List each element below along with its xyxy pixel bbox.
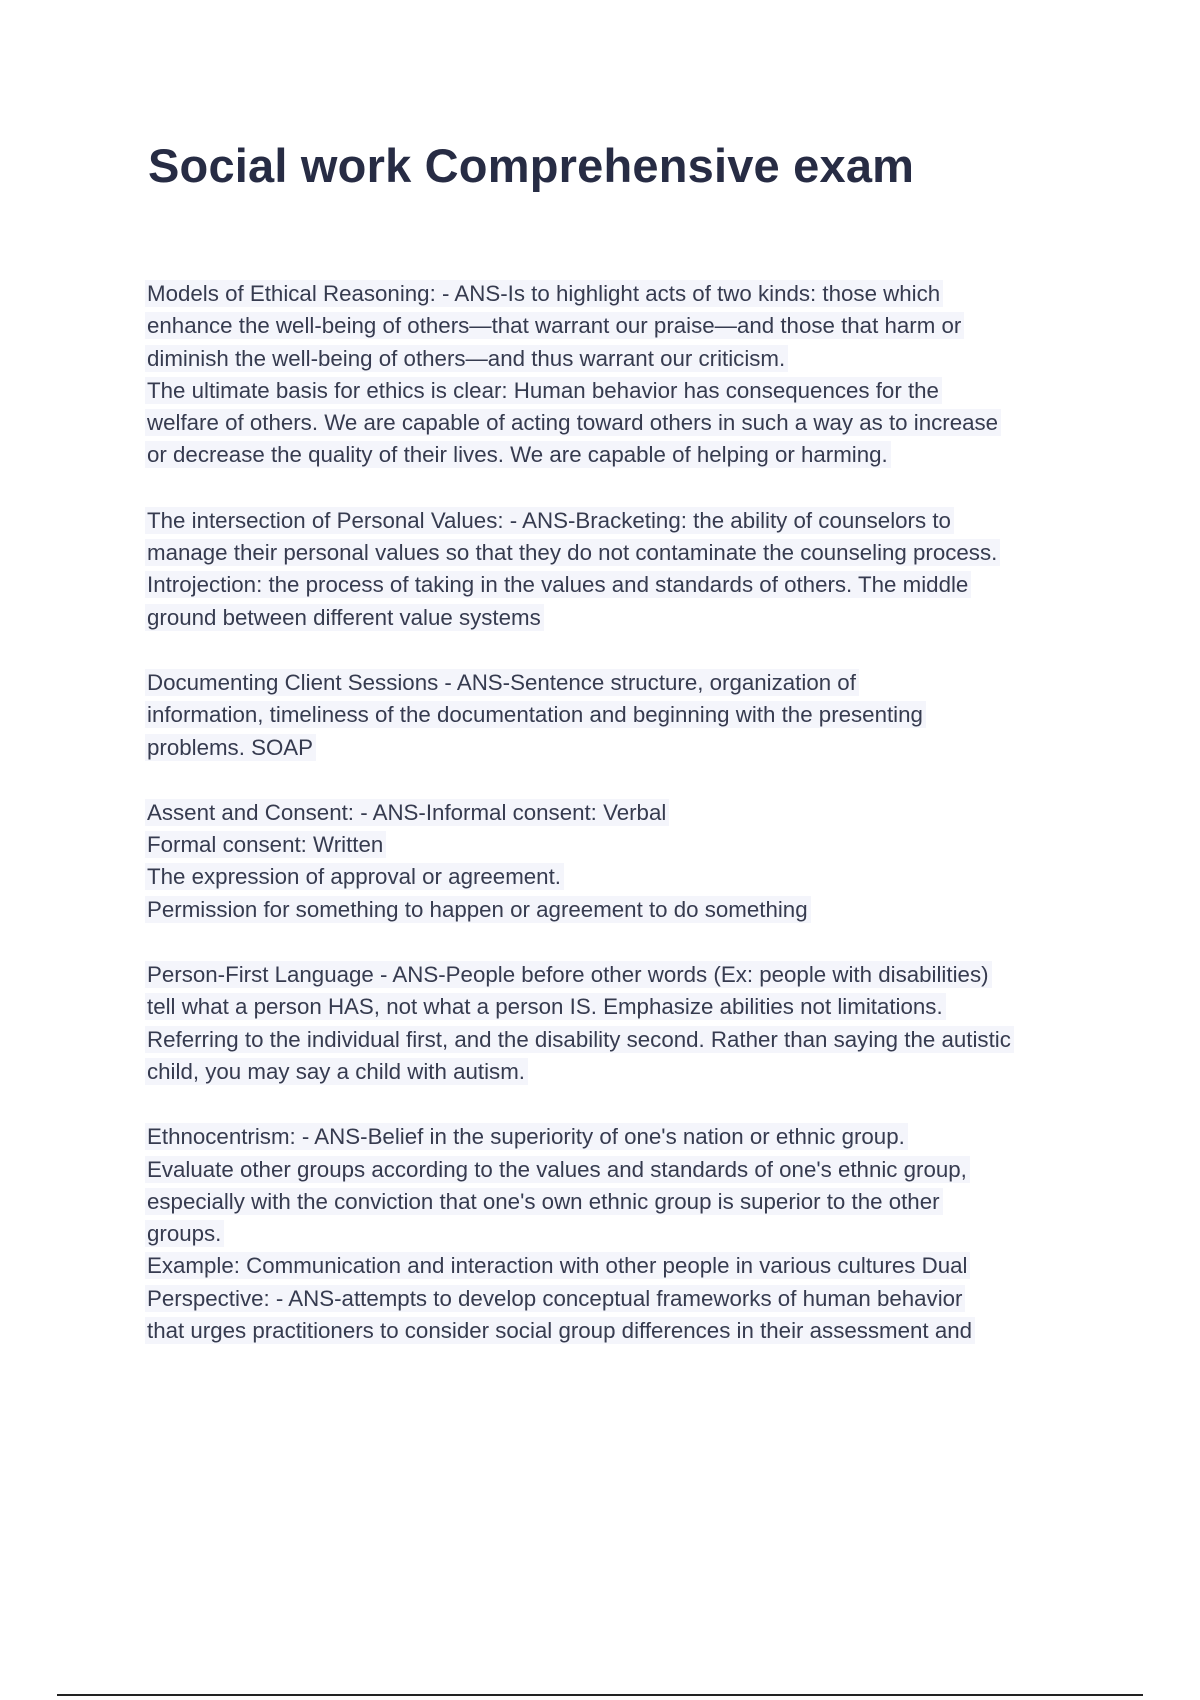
text-line: Perspective: - ANS-attempts to develop conceptual frameworks of human behavior bbox=[145, 1283, 1105, 1315]
text-line: or decrease the quality of their lives. We are capable of helping or harming. bbox=[145, 439, 1105, 471]
bottom-divider bbox=[57, 1694, 1143, 1696]
text-line: ground between different value systems bbox=[145, 602, 1105, 634]
document-body bbox=[145, 278, 1105, 1380]
text-line: tell what a person HAS, not what a person IS. Emphasize abilities not limitations. bbox=[145, 991, 1105, 1023]
text-line: Example: Communication and interaction with other people in various cultures Dual bbox=[145, 1250, 1105, 1282]
text-line: especially with the conviction that one's own ethnic group is superior to the other bbox=[145, 1186, 1105, 1218]
text-line: The expression of approval or agreement. bbox=[145, 861, 1105, 893]
text-line: Introjection: the process of taking in the values and standards of others. The middle bbox=[145, 569, 1105, 601]
text-line: The intersection of Personal Values: - ANS-Bracketing: the ability of counselors to bbox=[145, 505, 1105, 537]
text-line: enhance the well-being of others—that warrant our praise—and those that harm or bbox=[145, 310, 1105, 342]
text-line: child, you may say a child with autism. bbox=[145, 1056, 1105, 1088]
text-line: Models of Ethical Reasoning: - ANS-Is to highlight acts of two kinds: those which bbox=[145, 278, 1105, 310]
qa-entry-person-first-language bbox=[145, 959, 1105, 1088]
text-line: The ultimate basis for ethics is clear: Human behavior has consequences for the bbox=[145, 375, 1105, 407]
text-line: diminish the well-being of others—and thus warrant our criticism. bbox=[145, 343, 1105, 375]
text-line: Evaluate other groups according to the values and standards of one's ethnic group, bbox=[145, 1154, 1105, 1186]
qa-entry-ethical-reasoning bbox=[145, 278, 1105, 472]
text-line: problems. SOAP bbox=[145, 732, 1105, 764]
text-line: Referring to the individual first, and the disability second. Rather than saying the autistic bbox=[145, 1024, 1105, 1056]
text-line: manage their personal values so that they do not contaminate the counseling process. bbox=[145, 537, 1105, 569]
text-line: groups. bbox=[145, 1218, 1105, 1250]
page-title: Social work Comprehensive exam bbox=[148, 139, 915, 192]
text-line: Documenting Client Sessions - ANS-Sentence structure, organization of bbox=[145, 667, 1105, 699]
qa-entry-documenting-sessions bbox=[145, 667, 1105, 764]
text-line: welfare of others. We are capable of acting toward others in such a way as to increase bbox=[145, 407, 1105, 439]
text-line: Person-First Language - ANS-People before other words (Ex: people with disabilities) bbox=[145, 959, 1105, 991]
text-line: Formal consent: Written bbox=[145, 829, 1105, 861]
text-line: Permission for something to happen or agreement to do something bbox=[145, 894, 1105, 926]
qa-entry-personal-values bbox=[145, 505, 1105, 634]
text-line: information, timeliness of the documentation and beginning with the presenting bbox=[145, 699, 1105, 731]
qa-entry-ethnocentrism bbox=[145, 1121, 1105, 1347]
text-line: Ethnocentrism: - ANS-Belief in the superiority of one's nation or ethnic group. bbox=[145, 1121, 1105, 1153]
text-line: that urges practitioners to consider social group differences in their assessment and bbox=[145, 1315, 1105, 1347]
text-line: Assent and Consent: - ANS-Informal consent: Verbal bbox=[145, 797, 1105, 829]
qa-entry-assent-consent bbox=[145, 797, 1105, 926]
